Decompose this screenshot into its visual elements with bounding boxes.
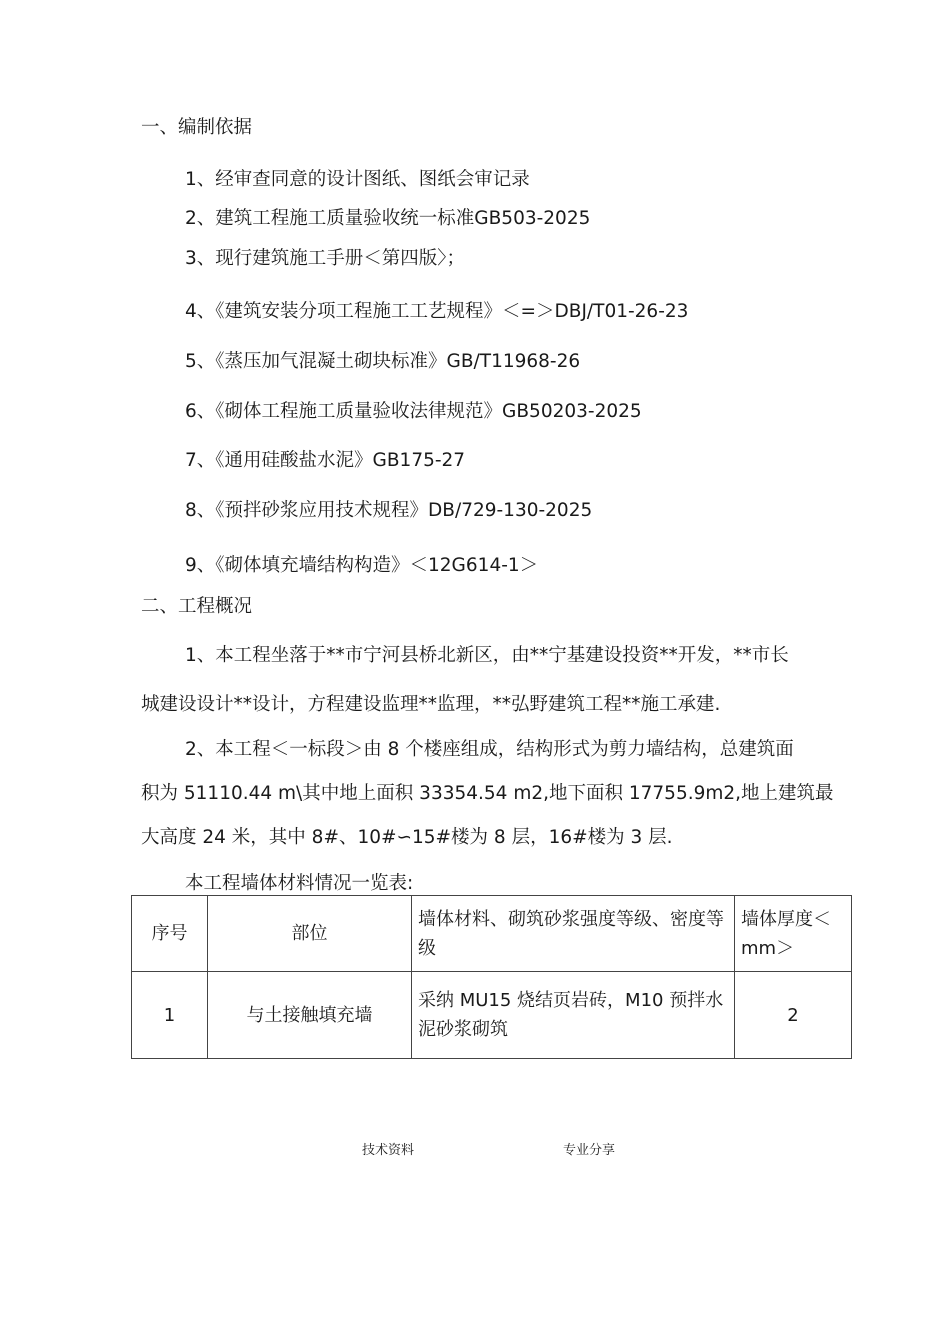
overview-para1-line1: 1、本工程坐落于**市宁河县桥北新区，由**宁基建设投资**开发，**市长 (185, 645, 789, 666)
basis-item-8: 8、《预拌砂浆应用技术规程》DB/729-130-2025 (185, 500, 593, 521)
basis-item-9: 9、《砌体填充墙结构构造》＜12G614-1＞ (185, 555, 539, 576)
overview-para2-line2: 积为 51110.44 m\其中地上面积 33354.54 m2,地下面积 17755.9m2,地上建筑最 (141, 783, 834, 804)
basis-item-1: 1、经审查同意的设计图纸、图纸会审记录 (185, 169, 530, 190)
basis-item-5: 5、《蒸压加气混凝土砌块标准》GB/T11968-26 (185, 351, 581, 372)
basis-item-2: 2、建筑工程施工质量验收统一标准GB503-2025 (185, 208, 591, 229)
overview-para1-line2: 城建设设计**设计，方程建设监理**监理，**弘野建筑工程**施工承建. (141, 694, 721, 715)
table-row (132, 972, 852, 1059)
table-header-row (132, 896, 852, 972)
header-thickness: 墙体厚度＜mm＞ (735, 896, 852, 972)
header-material: 墙体材料、砌筑砂浆强度等级、密度等级 (412, 896, 735, 972)
header-location: 部位 (208, 896, 412, 972)
section2-heading: 二、工程概况 (141, 596, 253, 617)
basis-item-4: 4、《建筑安装分项工程施工工艺规程》＜=＞DBJ/T01-26-23 (185, 301, 689, 322)
footer-left: 技术资料 (362, 1143, 415, 1158)
cell-material: 采纳 MU15 烧结页岩砖，M10 预拌水泥砂浆砌筑 (412, 972, 735, 1059)
header-index: 序号 (132, 896, 208, 972)
table-caption: 本工程墙体材料情况一览表: (185, 873, 414, 894)
section1-heading: 一、编制依据 (141, 117, 253, 138)
basis-item-7: 7、《通用硅酸盐水泥》GB175-27 (185, 450, 466, 471)
overview-para2-line3: 大高度 24 米，其中 8#、10#∽15#楼为 8 层，16#楼为 3 层. (141, 827, 673, 848)
wall-material-table (131, 895, 852, 1059)
basis-item-3: 3、现行建筑施工手册＜第四版〉； (185, 248, 466, 269)
overview-para2-line1: 2、本工程＜一标段＞由 8 个楼座组成，结构形式为剪力墙结构，总建筑面 (185, 739, 794, 760)
cell-location: 与土接触填充墙 (208, 972, 412, 1059)
cell-thickness: 2 (735, 972, 852, 1059)
footer-right: 专业分享 (563, 1143, 616, 1158)
cell-index: 1 (132, 972, 208, 1059)
basis-item-6: 6、《砌体工程施工质量验收法律规范》GB50203-2025 (185, 401, 642, 422)
